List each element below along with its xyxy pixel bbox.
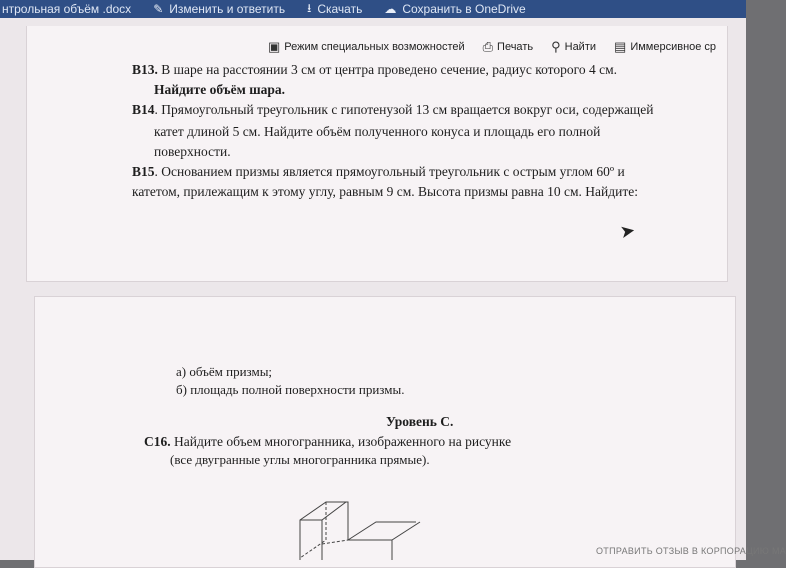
feedback-link[interactable]: ОТПРАВИТЬ ОТЗЫВ В КОРПОРАЦИЮ МА	[596, 546, 786, 556]
document-canvas[interactable]	[0, 18, 786, 560]
polyhedron-figure	[296, 480, 446, 560]
book-icon: ▤	[614, 39, 627, 54]
download-icon: ⭳	[307, 0, 312, 15]
problem-number: B14	[132, 102, 155, 117]
problem-b13-line1: B13. В шаре на расстоянии 3 см от центра проведено сечение, радиус которого 4 см.	[132, 62, 618, 77]
item-b: б) площадь полной поверхности призмы.	[176, 382, 405, 397]
problem-b15-line2: катетом, прилежащим к этому углу, равным 9 см. Высота призмы равна 10 см. Найдите:	[132, 184, 638, 199]
download-button[interactable]: ⭳ Скачать	[307, 0, 362, 20]
problem-number: С16.	[144, 434, 171, 449]
pencil-icon: ✎	[153, 2, 164, 16]
immersive-reader-button[interactable]: ▤ Иммерсивное ср	[614, 39, 717, 54]
onedrive-icon: ☁	[384, 2, 397, 16]
problem-b14-line1: B14. Прямоугольный треугольник с гипотенузой 13 см вращается вокруг оси, содержащей	[132, 102, 654, 117]
viewer-toolbar	[268, 36, 716, 58]
problem-b15-line1: B15. Основанием призмы является прямоугольный треугольник с острым углом 60º и	[132, 164, 625, 179]
problem-c16-line2: (все двугранные углы многогранника прямые).	[170, 452, 430, 467]
level-heading: Уровень С.	[386, 414, 454, 429]
mouse-cursor-icon: ➤	[618, 219, 637, 243]
problem-number: B13.	[132, 62, 158, 77]
problem-c16-line1: С16. Найдите объем многогранника, изображенного на рисунке	[144, 434, 512, 449]
print-button[interactable]: ⎙ Печать	[482, 39, 534, 54]
edit-reply-button[interactable]: ✎ Изменить и ответить	[153, 2, 286, 16]
save-onedrive-button[interactable]: ☁ Сохранить в OneDrive	[384, 2, 526, 16]
problem-b14-line2: катет длиной 5 см. Найдите объём полученного конуса и площадь его полной	[154, 124, 601, 139]
accessibility-icon: ▣	[268, 39, 281, 54]
problem-b14-line3: поверхности.	[154, 144, 231, 159]
problem-b13-line2: Найдите объём шара.	[154, 82, 286, 97]
accessibility-mode-button[interactable]: ▣ Режим специальных возможностей	[268, 39, 465, 54]
problem-number: B15	[132, 164, 155, 179]
title-bar	[0, 0, 746, 18]
search-icon: ⚲	[551, 39, 561, 54]
document-name: нтрольная объём .docx	[2, 2, 132, 16]
find-button[interactable]: ⚲ Найти	[551, 39, 597, 54]
printer-icon: ⎙	[482, 39, 494, 54]
item-a: а) объём призмы;	[176, 364, 273, 379]
